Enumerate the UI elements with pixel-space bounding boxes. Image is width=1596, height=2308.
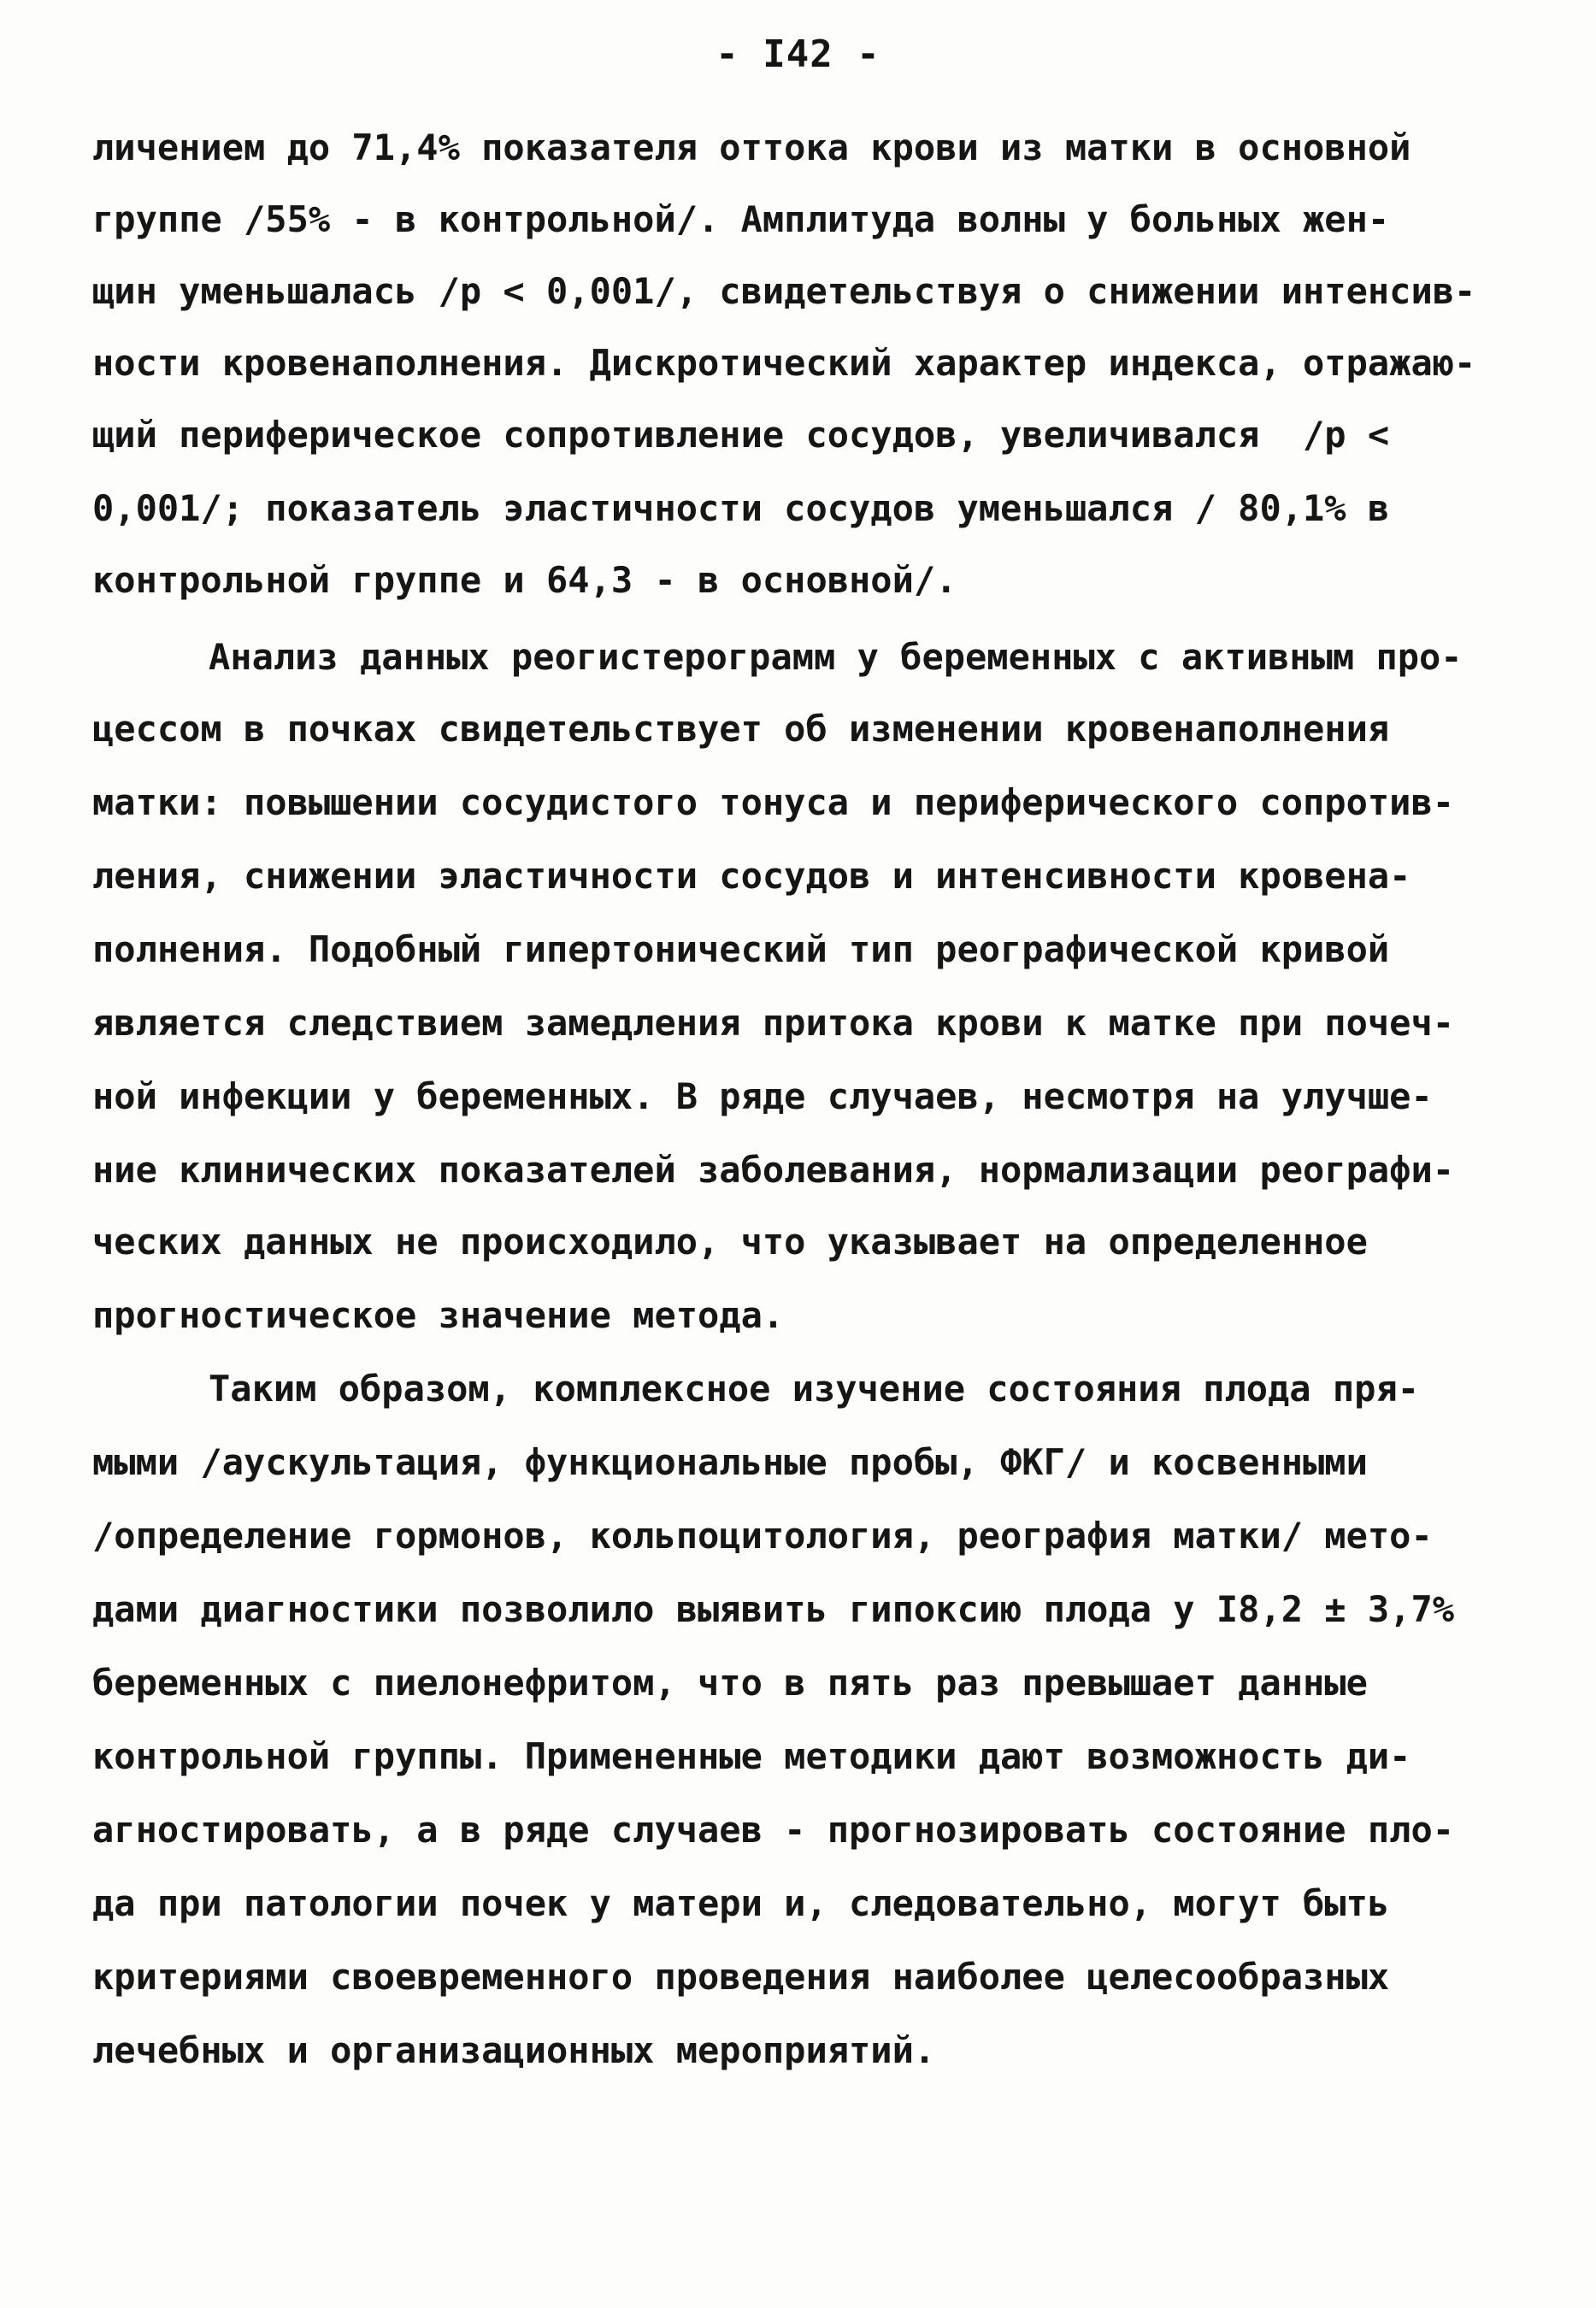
text-line: контрольной группе и 64,3 - в основной/.: [92, 559, 957, 601]
text-line: является следствием замедления притока крови к матке при почеч-: [92, 1002, 1455, 1044]
text-line: агностировать, а в ряде случаев - прогнозировать состояние пло-: [92, 1809, 1455, 1851]
text-line: щий периферическое сопротивление сосудов, увеличивался /p <: [92, 414, 1390, 456]
text-line: щин уменьшалась /p < 0,001/, свидетельствуя о снижении интенсив-: [92, 270, 1476, 312]
text-line: ности кровенаполнения. Дискротический характер индекса, отражаю-: [92, 342, 1476, 384]
text-line: цессом в почках свидетельствует об изменении кровенаполнения: [92, 708, 1390, 750]
text-line: критериями своевременного проведения наиболее целесообразных: [92, 1956, 1390, 1998]
text-line: дами диагностики позволило выявить гипоксию плода у I8,2 ± 3,7%: [92, 1588, 1455, 1630]
text-line: ние клинических показателей заболевания, нормализации реографи-: [92, 1149, 1455, 1191]
text-line: полнения. Подобный гипертонический тип реографической кривой: [92, 928, 1390, 970]
text-line: контрольной группы. Примененные методики дают возможность ди-: [92, 1735, 1411, 1777]
text-line: прогностическое значение метода.: [92, 1294, 785, 1336]
text-line: 0,001/; показатель эластичности сосудов уменьшался / 80,1% в: [92, 487, 1390, 529]
text-line: Анализ данных реогистерограмм у беременных с активным про-: [209, 636, 1463, 678]
text-line: /определение гормонов, кольпоцитология, реография матки/ мето-: [92, 1515, 1433, 1557]
text-line: да при патологии почек у матери и, следовательно, могут быть: [92, 1882, 1390, 1924]
text-line: ной инфекции у беременных. В ряде случаев, несмотря на улучше-: [92, 1075, 1433, 1117]
text-line: лечебных и организационных мероприятий.: [92, 2029, 936, 2071]
text-line: беременных с пиелонефритом, что в пять раз превышает данные: [92, 1662, 1368, 1704]
text-line: ления, снижении эластичности сосудов и интенсивности кровена-: [92, 855, 1411, 897]
text-line: матки: повышении сосудистого тонуса и периферического сопротив-: [92, 781, 1455, 823]
page-number: - I42 -: [716, 32, 880, 76]
text-line: группе /55% - в контрольной/. Амплитуда волны у больных жен-: [92, 198, 1390, 240]
text-line: ческих данных не происходило, что указывает на определенное: [92, 1221, 1368, 1263]
text-line: личением до 71,4% показателя оттока крови из матки в основной: [92, 127, 1411, 168]
text-line: Таким образом, комплексное изучение состояния плода пря-: [209, 1368, 1420, 1410]
text-line: мыми /аускультация, функциональные пробы, ФКГ/ и косвенными: [92, 1441, 1368, 1483]
